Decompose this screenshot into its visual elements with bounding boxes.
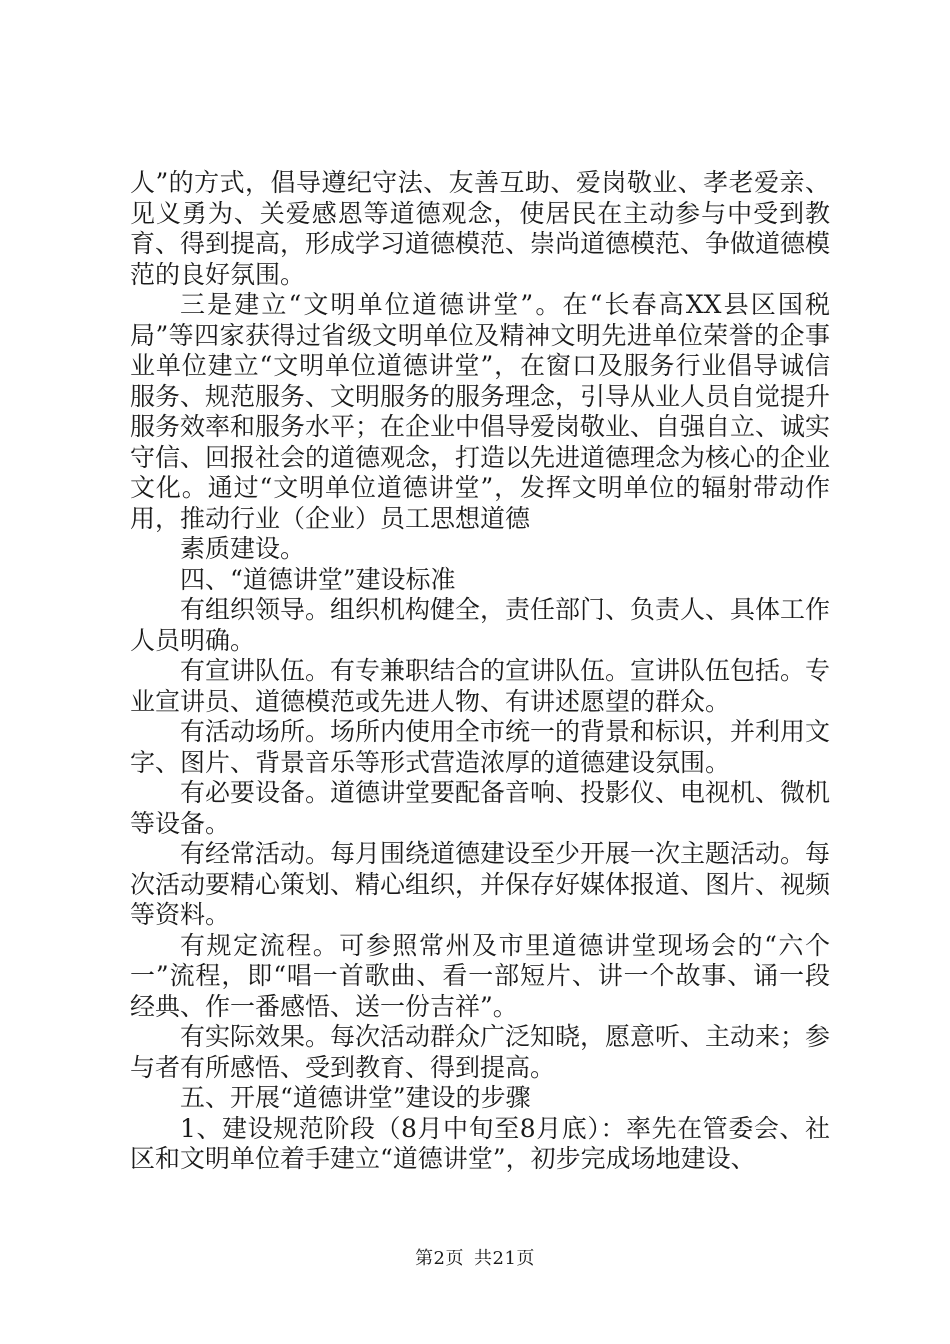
paragraph: 三是建立“文明单位道德讲堂”。在“长春高XX县区国税局”等四家获得过省级文明单位及精神文明先进单位荣誉的企事业单位建立“文明单位道德讲堂”，在窗口及服务行业倡导诚信服务、规范服务、文明服务的服务理念，引导从业人员自觉提升服务效率和服务水平；在企业中倡导爱岗敬业、自强自立、诚实守信、回报社会的道德观念，打造以先进道德理念为核心的企业文化。通过“文明单位道德讲堂”，发挥文明单位的辐射带动作用，推动行业（企业）员工思想道德 bbox=[130, 290, 831, 533]
page-total: 共21页 bbox=[474, 1248, 535, 1269]
section-heading: 五、开展“道德讲堂”建设的步骤 bbox=[180, 1083, 531, 1112]
page-footer bbox=[0, 1244, 950, 1270]
paragraph: 素质建设。 bbox=[180, 534, 306, 563]
paragraph: 1、建设规范阶段（8月中旬至8月底）：率先在管委会、社区和文明单位着手建立“道德讲堂”，初步完成场地建设、 bbox=[130, 1113, 830, 1173]
paragraph: 有实际效果。每次活动群众广泛知晓，愿意听、主动来；参与者有所感悟、受到教育、得到提高。 bbox=[130, 1022, 831, 1082]
paragraph: 有活动场所。场所内使用全市统一的背景和标识，并利用文字、图片、背景音乐等形式营造浓厚的道德建设氛围。 bbox=[130, 717, 831, 777]
paragraph: 有必要设备。道德讲堂要配备音响、投影仪、电视机、微机等设备。 bbox=[130, 778, 831, 838]
paragraph: 有宣讲队伍。有专兼职结合的宣讲队伍。宣讲队伍包括。专业宣讲员、道德模范或先进人物、有讲述愿望的群众。 bbox=[130, 656, 831, 716]
paragraph: 有规定流程。可参照常州及市里道德讲堂现场会的“六个一”流程，即“唱一首歌曲、看一部短片、讲一个故事、诵一段经典、作一番感悟、送一份吉祥”。 bbox=[130, 930, 830, 1021]
page-number: 第2页 bbox=[415, 1248, 465, 1269]
section-heading: 四、“道德讲堂”建设标准 bbox=[180, 564, 456, 594]
document-body bbox=[130, 168, 830, 1175]
paragraph: 有经常活动。每月围绕道德建设至少开展一次主题活动。每次活动要精心策划、精心组织，并保存好媒体报道、图片、视频等资料。 bbox=[130, 839, 831, 929]
paragraph: 人”的方式，倡导遵纪守法、友善互助、爱岗敬业、孝老爱亲、见义勇为、关爱感恩等道德观念，使居民在主动参与中受到教育、得到提高，形成学习道德模范、崇尚道德模范、争做道德模范的良好氛围。 bbox=[130, 168, 831, 289]
paragraph: 有组织领导。组织机构健全，责任部门、负责人、具体工作人员明确。 bbox=[130, 595, 831, 655]
